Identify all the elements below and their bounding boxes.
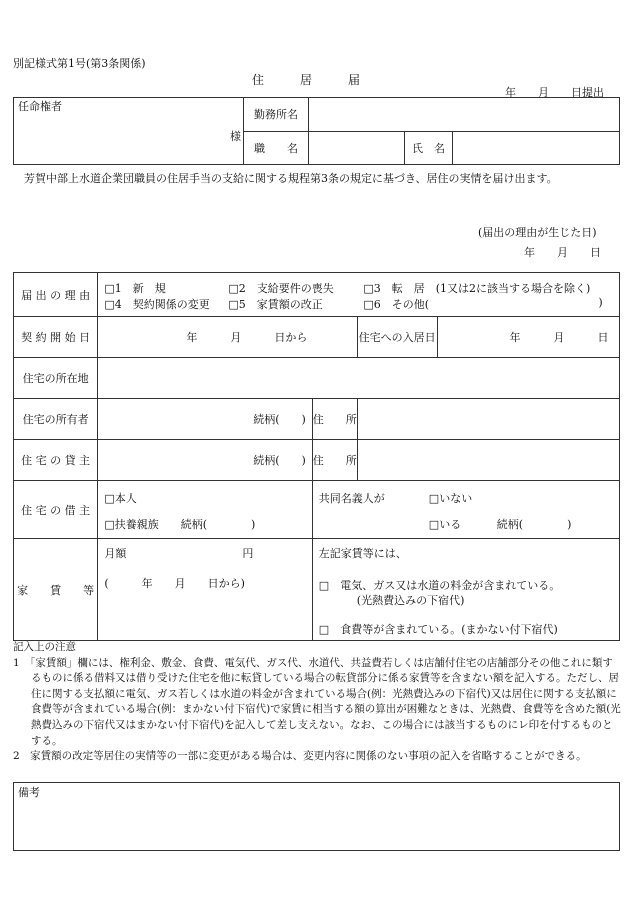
form-id: 別記様式第1号(第3条関係): [13, 57, 146, 70]
owner-address-field[interactable]: [357, 399, 619, 440]
note-2: 2 家賃額の改定等居住の実情等の一部に変更がある場合は、変更内容に関係のない事項の記入を省略することができる。: [13, 750, 587, 763]
note-1: 1 「家賃額」欄には、権利金、敷金、食費、電気代、ガス代、水道代、共益費若しくは店舗付住宅の店舗部分その他これに類するものに係る借料又は借り受けた住宅を他に転貸している場合の転貸部分に係る家賃等を含まない額を記入する。ただし、居住に関する支払額に電気、ガス若しくは水道の料金が含まれている場合(例：光熱費込みの下宿代)又は居住に関する支払額に食費等が含まれている場合(例：まかない付下宿代)で家賃に相当する額の算出が困難なときは、光熱費、食費等を含めた額(光熱費込みの下宿代又はまかない付下宿代)を記入して差し支えない。なお、この場合には該当するものにレ印を付するものとする。: [13, 656, 621, 747]
rent-right: [312, 539, 619, 641]
cotenant-exists[interactable]: □いる: [428, 517, 462, 531]
move-in-date[interactable]: 年 月 日: [437, 317, 619, 358]
name-field[interactable]: [453, 131, 620, 165]
reason-new[interactable]: □1 新 規: [104, 281, 166, 295]
move-in-label: 住宅への入居日: [357, 317, 437, 358]
residence-form-table: [13, 272, 620, 641]
appointer-cell: [14, 98, 244, 165]
owner-address-label: [312, 399, 357, 440]
owner-address-text: 住 所: [312, 413, 357, 426]
reason-options: [98, 273, 620, 317]
remarks-label: 備考: [18, 786, 40, 799]
rent-yen: 円: [242, 547, 254, 560]
lender-relation[interactable]: 続柄( ): [98, 440, 312, 481]
reason-move[interactable]: □3 転 居 (1又は2に該当する場合を除く): [363, 281, 591, 295]
rent-monthly-label: 月額: [104, 547, 127, 560]
borrower-right: [312, 481, 619, 539]
appointer-label: 任命権者: [18, 100, 62, 113]
owner-label: 住宅の所有者: [14, 399, 98, 440]
notes-section: [13, 640, 623, 765]
cotenant-relation[interactable]: 続柄( ): [496, 517, 572, 531]
rent-from-date[interactable]: ( 年 月 日から): [104, 577, 245, 590]
rent-includes-label: 左記家賃等には、: [318, 547, 407, 560]
notes-title: 記入上の注意: [13, 641, 76, 653]
rent-left: [98, 539, 312, 641]
contract-date[interactable]: 年 月 日から: [98, 317, 357, 358]
cotenant-label: 共同名義人が: [318, 491, 385, 505]
lender-address-text: 住 所: [312, 454, 357, 467]
lender-label: 住 宅 の 貸 主: [14, 440, 98, 481]
applicant-table: [13, 97, 620, 165]
lender-address-field[interactable]: [357, 440, 619, 481]
lender-address-label: [312, 440, 357, 481]
borrower-label: 住 宅 の 借 主: [14, 481, 98, 539]
utilities-sub: (光熱費込みの下宿代): [356, 594, 465, 607]
statement: 芳賀中部上水道企業団職員の住居手当の支給に関する規程第3条の規定に基づき、居住の実情を届け出ます。: [24, 172, 558, 185]
owner-relation[interactable]: 続柄( ): [98, 399, 312, 440]
location-label: 住宅の所在地: [14, 358, 98, 399]
reason-date[interactable]: 年 月 日: [524, 246, 601, 259]
reason-other-close: ): [598, 295, 603, 309]
rent-label: 家 賃 等: [14, 539, 98, 641]
borrower-self[interactable]: □本人: [104, 491, 137, 505]
meals-check[interactable]: □ 食費等が含まれている。(まかない付下宿代): [318, 623, 558, 636]
job-field[interactable]: [309, 131, 405, 165]
reason-rent-revision[interactable]: □5 家賃額の改正: [228, 297, 323, 311]
workplace-label: 勤務所名: [244, 98, 309, 132]
reason-loss[interactable]: □2 支給要件の喪失: [228, 281, 334, 295]
workplace-field[interactable]: [309, 98, 620, 132]
location-field[interactable]: [98, 358, 620, 399]
form-title: 住 居 届: [252, 73, 361, 87]
borrower-dependent[interactable]: □扶養親族 続柄( ): [104, 517, 256, 531]
submit-date[interactable]: 年 月 日提出: [505, 86, 604, 99]
reason-other[interactable]: □6 その他(: [363, 297, 430, 311]
contract-label: 契 約 開 始 日: [14, 317, 98, 358]
name-label: 氏 名: [405, 131, 453, 165]
borrower-left: [98, 481, 312, 539]
reason-contract-change[interactable]: □4 契約関係の変更: [104, 297, 210, 311]
reason-date-label: (届出の理由が生じた日): [478, 226, 597, 239]
cotenant-none[interactable]: □いない: [428, 491, 473, 505]
job-label: 職 名: [244, 131, 309, 165]
reason-label: 届 出 の 理 由: [14, 273, 98, 317]
utilities-check[interactable]: □ 電気、ガス又は水道の料金が含まれている。: [318, 579, 561, 592]
sama-label: 様: [230, 130, 241, 143]
remarks-box[interactable]: [13, 782, 620, 851]
